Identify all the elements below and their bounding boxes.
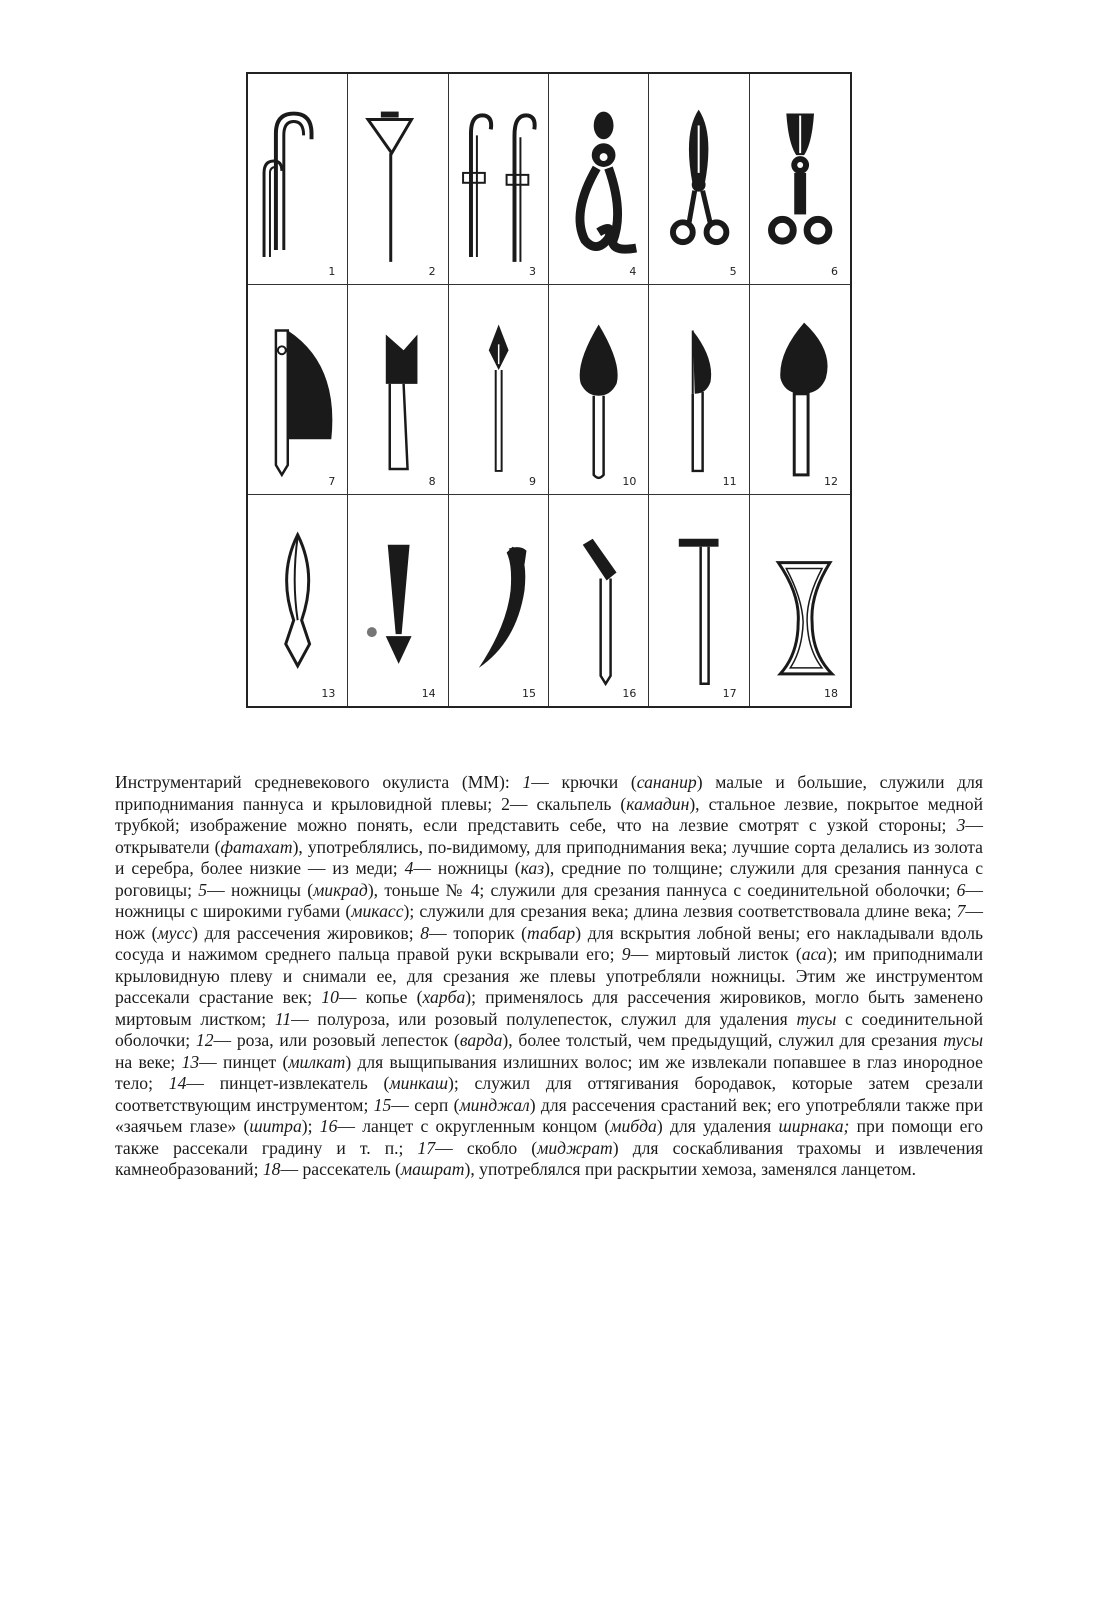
caption-italic-term: 17 [417,1137,436,1158]
caption-italic-term: 3 [956,815,966,835]
instrument-number: 11 [722,475,737,489]
caption-italic-term: 12 [195,1030,214,1050]
caption-italic-term: 4 [404,858,414,878]
instrument-cell-12 [750,285,850,496]
instrument-number: 17 [722,687,737,700]
caption-italic-term: 9 [621,944,631,964]
caption-text: ), более толстый, чем предыдущий, служил для срезания [502,1030,944,1050]
caption-text: — топорик ( [429,922,528,943]
caption-text: на веке; [115,1051,182,1072]
caption-text: ); им приподнимали крыловидную плеву и снимали ее, для срезания же плевы употребляли ножницы. Этим же инструментом рассекали срастание век; [115,944,983,1007]
instrument-cell-7 [248,285,348,496]
instrument-cell-17 [649,495,749,706]
caption-text: с соединительной оболочки; [115,1008,983,1050]
caption-text: ) для рассечения жировиков; [192,922,421,943]
figure-caption [115,772,983,1181]
caption-italic-term: 8 [420,922,430,943]
caption-italic-term: микасс [351,901,404,921]
caption-text: — рассекатель ( [280,1159,401,1179]
caption-italic-term: 15 [373,1094,392,1115]
instrument-cell-11 [649,285,749,496]
caption-text: ) для соскабливания трахомы и извлечения камнеобразований; [115,1137,983,1179]
caption-text: — миртовый листок ( [630,944,802,964]
caption-italic-term: тусы [943,1030,983,1050]
caption-italic-term: тусы [796,1008,837,1029]
instrument-number: 2 [428,264,436,278]
instruments-figure [246,72,852,708]
caption-italic-term: табар [527,922,576,943]
instrument-number: 10 [622,475,637,489]
instrument-cell-6 [750,74,850,285]
caption-italic-term: 5 [198,879,208,900]
caption-text: ) для удаления [656,1116,779,1136]
caption-text: ), употреблялся при раскрытии хемоза, заменялся ланцетом. [464,1159,917,1179]
caption-italic-term: шитра [249,1116,302,1136]
caption-text: — ножницы ( [207,879,314,900]
caption-italic-term: харба [422,987,466,1007]
caption-text: — роза, или розовый лепесток ( [213,1030,460,1050]
instrument-number: 13 [321,687,336,700]
caption-text: ); [301,1116,320,1136]
instrument-cell-4 [549,74,649,285]
caption-text: — ножницы с широкими губами ( [115,879,983,921]
instrument-number: 15 [522,687,536,700]
caption-text: ), тоньше № 4; служили для срезания паннуса с соединительной оболочки; [367,879,957,900]
instrument-number: 12 [824,475,838,489]
instrument-cell-10 [549,285,649,496]
instrument-number: 3 [529,264,536,278]
instrument-number: 18 [824,687,838,700]
instrument-cell-15 [449,495,549,706]
caption-text: ), употреблялись, по-видимому, для приподнимания века; лучшие сорта делались из золота и серебра, более низкие — из меди; [115,836,983,878]
caption-italic-term: 11 [274,1008,292,1029]
caption-text: — крючки ( [531,772,637,792]
caption-text: при помощи его также рассекали градину и т. п.; [115,1116,983,1158]
caption-text: — ланцет с округленным концом ( [337,1116,611,1136]
caption-text: ); служил для оттягивания бородавок, которые затем срезали соответствующим инструментом; [115,1073,983,1115]
caption-text: — полуроза, или розовый полулепесток, служил для удаления [291,1008,797,1029]
caption-italic-term: 10 [321,987,339,1007]
instrument-cell-9 [449,285,549,496]
instrument-cell-2 [348,74,448,285]
caption-text: — скобло ( [435,1137,538,1158]
caption-italic-term: каз [520,858,545,878]
instrument-number: 1 [328,264,336,278]
caption-text: — нож ( [115,901,984,943]
caption-text: ) малые и большие, служили для приподнимания паннуса и крыловидной плевы; 2— скальпель ( [115,772,983,814]
caption-italic-term: 7 [956,901,966,921]
caption-italic-term: 14 [168,1073,187,1093]
caption-text: ); служили для срезания века; длина лезвия соответствовала длине века; [403,901,957,921]
instruments-grid [248,74,850,706]
caption-italic-term: сананир [636,772,697,792]
caption-italic-term: 6 [956,879,966,900]
caption-text: — ножницы ( [413,858,521,878]
caption-italic-term: аса [801,944,827,964]
instrument-number: 14 [421,687,436,700]
instrument-number: 16 [622,687,637,700]
caption-text: — серп ( [391,1094,460,1115]
caption-italic-term: мибда [610,1116,657,1136]
caption-italic-term: камадин [626,793,690,814]
caption-text: ) для вскрытия лобной вены; его накладывали вдоль сосуда и нажимом среднего пальца правой руки вскрывали его; [115,922,984,964]
caption-text: — открыватели ( [115,815,983,857]
instrument-number: 5 [729,264,737,278]
caption-text: — пинцет-извлекатель ( [186,1073,390,1093]
instrument-number: 6 [831,264,838,278]
instrument-cell-14 [348,495,448,706]
caption-italic-term: варда [459,1030,503,1050]
caption-italic-term: минкаш [389,1073,449,1093]
instrument-cell-18 [750,495,850,706]
caption-italic-term: 13 [181,1051,200,1072]
instrument-number: 7 [328,475,336,489]
caption-text: — пинцет ( [199,1051,289,1072]
caption-italic-term: миджрат [537,1137,613,1158]
caption-italic-term: микрад [313,879,368,900]
caption-italic-term: фатахат [220,836,293,857]
caption-text: ), средние по толщине; служили для срезания паннуса с роговицы; [115,858,984,900]
caption-text: — копье ( [338,987,423,1007]
caption-italic-term: минджал [459,1094,530,1115]
instrument-number: 8 [428,475,436,489]
caption-text: ) для выщипывания излишних волос; им же извлекали попавшее в глаз инородное тело; [115,1051,983,1093]
caption-italic-term: ширнака; [778,1116,850,1136]
caption-text: ); применялось для рассечения жировиков, могло быть заменено миртовым листком; [115,987,983,1029]
caption-italic-term: 1 [522,772,532,792]
instrument-number: 4 [629,264,637,278]
instrument-cell-13 [248,495,348,706]
caption-text: Инструментарий средневекового окулиста (ММ): [115,772,523,792]
caption-text: ) для рассечения срастаний век; его употребляли также при «заячьем глазе» ( [115,1094,984,1136]
caption-italic-term: мусс [157,922,193,943]
instrument-cell-3 [449,74,549,285]
instrument-cell-16 [549,495,649,706]
caption-italic-term: милкат [288,1051,346,1072]
caption-italic-term: машрат [400,1159,465,1179]
instrument-cell-8 [348,285,448,496]
caption-italic-term: 18 [262,1159,281,1179]
caption-text: ), стальное лезвие, покрытое медной трубкой; изображение можно понять, если представить себе, что на лезвие смотрят с узкой стороны; [115,793,983,835]
instrument-number: 9 [529,475,536,489]
instrument-cell-1 [248,74,348,285]
caption-italic-term: 16 [319,1116,338,1136]
instrument-cell-5 [649,74,749,285]
